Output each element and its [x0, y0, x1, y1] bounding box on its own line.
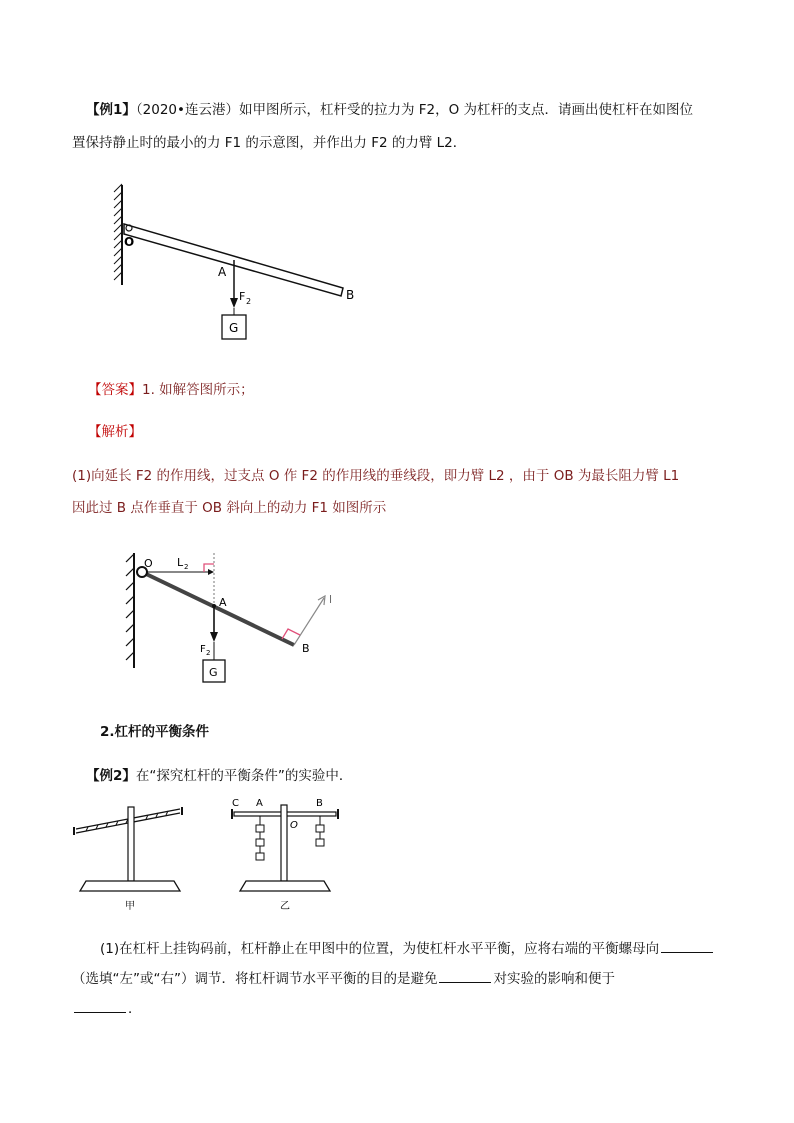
question1-line2 [72, 968, 615, 989]
fig3-jia-base [80, 881, 180, 891]
fig3-yi [232, 798, 338, 912]
fig2-label-F: F [200, 644, 206, 655]
fig2-label-B: B [302, 642, 310, 655]
question1-line3 [72, 998, 142, 1019]
analysis-line2: 因此过 B 点作垂直于 OB 斜向上的动力 F1 如图所示 [72, 500, 387, 516]
fig2-label-G: G [209, 666, 218, 679]
question1-part4: ． [128, 1001, 142, 1017]
fig3-jia [74, 807, 182, 912]
fig2-F1-line [294, 598, 324, 645]
fig2-F1-arrowhead [318, 596, 325, 605]
question1-part2: （选填“左”或“右”）调节．将杠杆调节水平平衡的目的是避免 [72, 971, 438, 987]
example2-label: 【例2】 [86, 768, 136, 784]
fig1-force-arrowhead [230, 298, 238, 308]
fig3-mass-left-2 [256, 839, 264, 846]
fig1-label-F: F [239, 290, 246, 303]
fig1-label-F-sub: 2 [246, 297, 252, 306]
example2-text: 在“探究杠杆的平衡条件”的实验中． [135, 768, 353, 784]
question1-part1: (1)在杠杆上挂钩码前，杠杆静止在甲图中的位置，为使杠杆水平平衡，应将右端的平衡螺母向 [100, 941, 660, 957]
fig3-mass-left-1 [256, 825, 264, 832]
fig3-mass-right-1 [316, 825, 324, 832]
fig1-wall-hatch [114, 184, 122, 280]
figure-lever-1 [110, 180, 360, 345]
fig2-force-arrowhead [210, 632, 218, 642]
fig3-jia-stand [128, 807, 134, 881]
fig2-label-L-sub: 2 [184, 563, 189, 571]
question1-part3: 对实验的影响和便于 [493, 971, 615, 987]
fig1-label-G: G [229, 321, 239, 335]
analysis-line1: (1)向延长 F2 的作用线，过支点 O 作 F2 的作用线的垂线段，即力臂 L2 ，由于 OB 为最长阻力臂 L1 [72, 468, 680, 484]
blank-3[interactable] [74, 998, 126, 1013]
fig1-label-B: B [346, 288, 355, 302]
fig3-label-B: B [316, 798, 323, 809]
fig3-label-A: A [256, 798, 263, 809]
example2-line [86, 766, 352, 786]
fig3-yi-stand [281, 805, 287, 881]
fig2-right-angle-2 [282, 629, 300, 639]
answer-line [88, 380, 254, 400]
figure-experiment [70, 795, 340, 915]
example1-text1: （2020•连云港）如甲图所示，杠杆受的拉力为 F2，O 为杠杆的支点．请画出使杠杆在如图位 [135, 102, 694, 118]
fig2-label-L: L [177, 556, 184, 569]
fig3-yi-base [240, 881, 330, 891]
blank-1[interactable] [661, 938, 713, 953]
section2-title: 2.杠杆的平衡条件 [100, 724, 210, 740]
example1-line2: 置保持静止时的最小的力 F1 的示意图，并作出力 F2 的力臂 L2． [72, 135, 467, 151]
fig2-label-O: O [144, 557, 153, 570]
analysis-label: 【解析】 [88, 424, 142, 440]
example1-label: 【例1】 [86, 102, 136, 118]
fig1-label-A: A [218, 265, 227, 279]
fig3-caption-yi: 乙 [280, 901, 290, 912]
fig2-lever-bar [142, 572, 294, 645]
blank-2[interactable] [439, 968, 491, 983]
example1-line1 [86, 100, 693, 120]
fig2-label-F1: l [329, 593, 333, 606]
fig3-mass-right-2 [316, 839, 324, 846]
fig2-label-A: A [219, 596, 227, 609]
fig3-mass-left-3 [256, 853, 264, 860]
fig1-label-O: O [124, 235, 135, 249]
fig2-label-F-sub: 2 [206, 649, 211, 657]
fig2-wall-hatch [126, 554, 134, 660]
fig3-caption-jia: 甲 [125, 901, 135, 912]
answer-label: 【答案】 [88, 382, 142, 398]
question1-line1 [100, 938, 715, 959]
fig3-label-C: C [232, 798, 239, 809]
answer-text: 1. 如解答图所示； [142, 382, 254, 398]
figure-lever-2 [122, 548, 342, 690]
fig3-label-O: O [290, 820, 298, 831]
